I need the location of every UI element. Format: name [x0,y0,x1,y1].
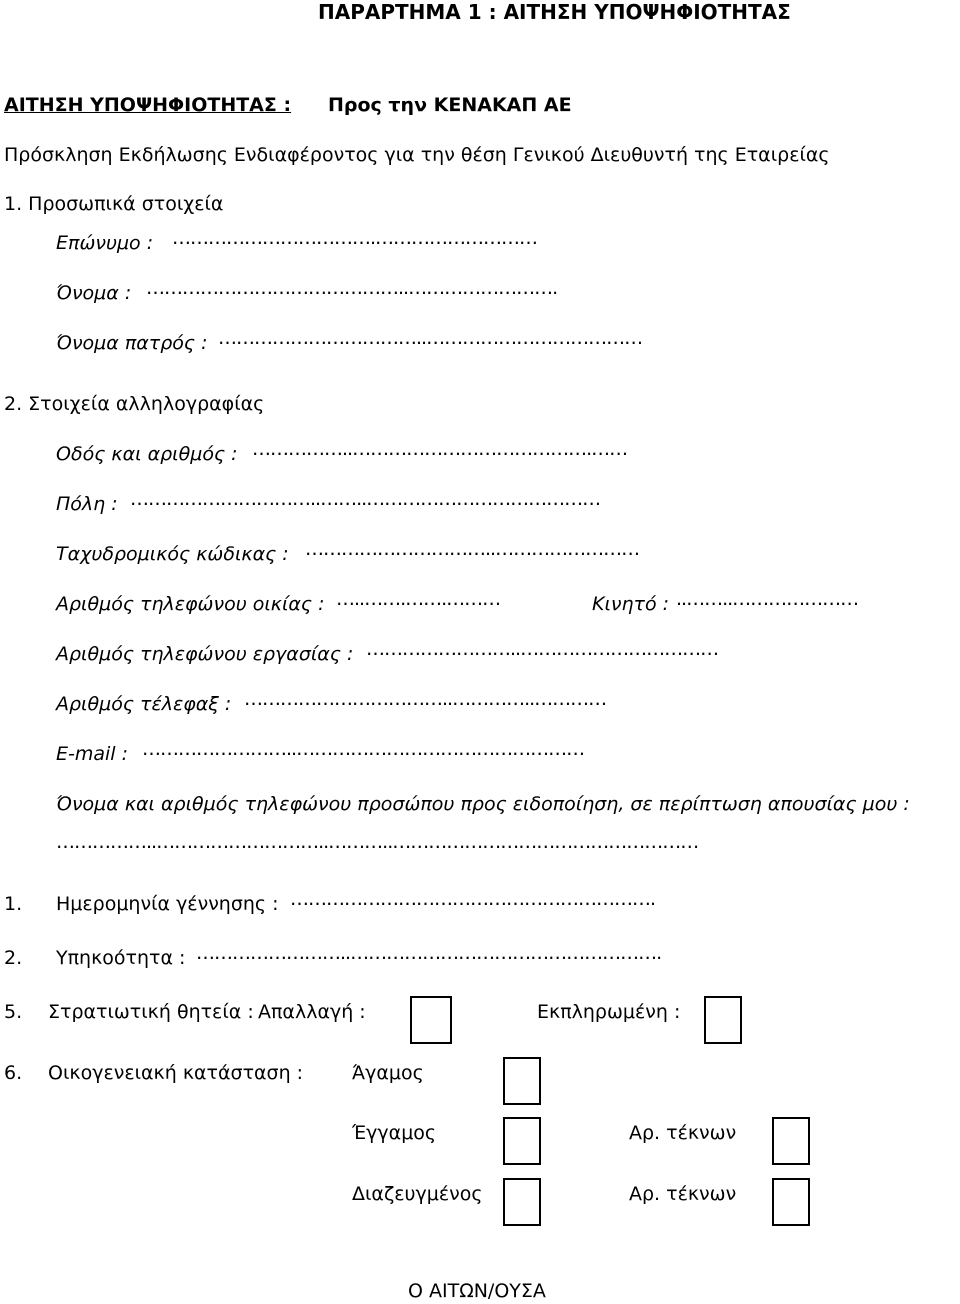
birth-number: 1. [4,893,23,915]
city-field[interactable]: …………………………..……..………………………………… [130,488,601,510]
divorced-checkbox[interactable] [503,1178,541,1226]
signature-label: Ο ΑΙΤΩΝ/ΟΥΣΑ [408,1280,546,1302]
email-field[interactable]: ……………………..………………………………………… [142,738,585,760]
invitation-text: Πρόσκληση Εκδήλωσης Ενδιαφέροντος για την θέση Γενικού Διευθυντή της Εταιρείας [4,144,830,166]
birth-date-label: Ημερομηνία γέννησης : [56,893,279,915]
marital-number: 6. [4,1062,23,1084]
surname-field[interactable]: …………………………….……………………… [172,227,538,249]
divorced-children-label: Αρ. τέκνων [629,1183,737,1205]
military-exempt-label: Απαλλαγή : [258,1001,366,1023]
section-personal-heading: 1. Προσωπικά στοιχεία [4,193,224,215]
single-checkbox[interactable] [503,1057,541,1105]
work-phone-label: Αριθμός τηλεφώνου εργασίας : [56,643,354,665]
surname-label: Επώνυμο : [56,232,154,254]
divorced-label: Διαζευγμένος [352,1183,483,1205]
section-correspondence-heading: 2. Στοιχεία αλληλογραφίας [4,393,265,415]
military-number: 5. [4,1001,23,1023]
postal-code-label: Ταχυδρομικός κώδικας : [56,543,289,565]
citizenship-number: 2. [4,947,23,969]
fax-field[interactable]: ……………………………..…………..………… [244,688,607,710]
single-label: Άγαμος [352,1062,424,1084]
email-label: E-mail : [56,743,129,765]
home-phone-label: Αριθμός τηλεφώνου οικίας : [56,593,325,615]
mobile-field[interactable]: ..……..………………… [676,588,859,610]
military-completed-label: Εκπληρωμένη : [537,1001,681,1023]
married-children-box[interactable] [772,1117,810,1165]
married-checkbox[interactable] [503,1117,541,1165]
city-label: Πόλη : [56,493,118,515]
emergency-contact-label: Όνομα και αριθμός τηλεφώνου προσώπου προς ειδοποίηση, σε περίπτωση απουσίας μου : [56,793,910,815]
home-phone-field[interactable]: …..…….…….……… [336,588,501,610]
citizenship-label: Υπηκοότητα : [56,947,186,969]
name-label: Όνομα : [56,282,132,304]
name-field[interactable]: ……………………………………..……………………. [146,277,558,299]
postal-code-field[interactable]: …………………………..…………………… [305,538,640,560]
emergency-contact-field[interactable]: ……………..………………………..………..…………………………………………… [56,831,699,853]
street-label: Οδός και αριθμός : [56,443,238,465]
marital-status-label: Οικογενειακή κατάσταση : [48,1062,304,1084]
married-label: Έγγαμος [352,1122,437,1144]
addressee: Προς την ΚΕΝΑΚΑΠ ΑΕ [328,94,572,116]
military-completed-checkbox[interactable] [704,996,742,1044]
father-name-field[interactable]: ……………………………..……………………………… [218,327,643,349]
mobile-label: Κινητό : [592,593,670,615]
birth-date-field[interactable]: ……………………………………………………. [290,888,656,910]
work-phone-field[interactable]: ……………………..…………………………… [366,638,719,660]
father-name-label: Όνομα πατρός : [56,332,208,354]
military-exempt-checkbox[interactable] [410,996,452,1044]
application-label: ΑΙΤΗΣΗ ΥΠΟΨΗΦΙΟΤΗΤΑΣ : [4,94,292,116]
page-title: ΠΑΡΑΡΤΗΜΑ 1 : ΑΙΤΗΣΗ ΥΠΟΨΗΦΙΟΤΗΤΑΣ [318,0,791,24]
divorced-children-box[interactable] [772,1178,810,1226]
married-children-label: Αρ. τέκνων [629,1122,737,1144]
citizenship-field[interactable]: ……………………..……………………………………………. [196,942,662,964]
street-field[interactable]: ……………..………………………………….…… [252,438,628,460]
fax-label: Αριθμός τέλεφαξ : [56,693,232,715]
military-service-label: Στρατιωτική θητεία : [48,1001,254,1023]
